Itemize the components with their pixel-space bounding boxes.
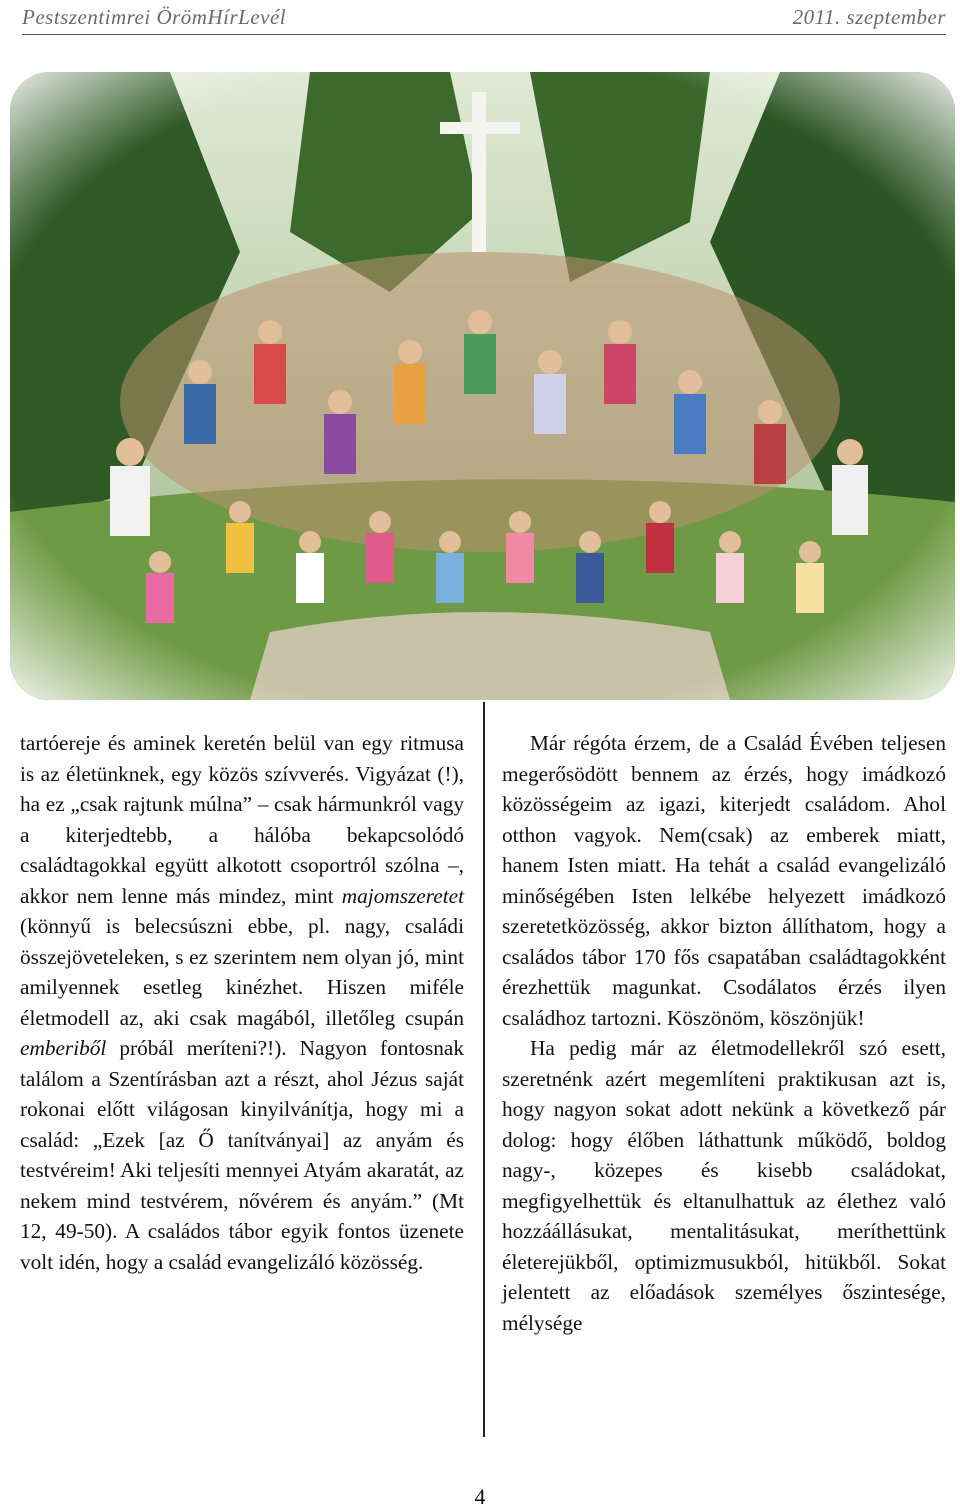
right-paragraph-1: Már régóta érzem, de a Család Évében teljesen megerősödött bennem az érzés, hogy imádkozó közösségeim az igazi, kiterjedt családom. Ahol otthon vagyok. Nem(csak) az emberek miatt, hanem Isten miatt. Ha tehát a család evangelizáló minőségében Isten lelkébe helyezett imádkozó szeretetközösség, akkor bizton állíthatom, hogy a családos tábor 170 fős csapatában családtagokként érezhettük magunkat. Csodálatos érzés ilyen családhoz tartozni. Köszönöm, köszönjük!	[502, 731, 946, 1030]
group-photo-icon	[10, 72, 955, 700]
running-header	[22, 0, 946, 35]
newsletter-title: Pestszentimrei ÖrömHírLevél	[22, 4, 287, 29]
left-paragraph	[20, 728, 464, 1277]
right-column	[502, 728, 946, 1338]
page-number: 4	[474, 1484, 486, 1509]
column-divider	[483, 702, 485, 1437]
right-paragraph-2: Ha pedig már az életmodellekről szó esett, szeretnénk azért megemlíteni praktikusan azt is, hogy nagyon sokat adott nekünk a következő pár dolog: hogy élőben láthattunk működő, boldog nagy-, közepes és kisebb családokat, megfigyelhettük és eltanulhattuk az élethez való hozzáállásukat, mentalitásukat, meríthettünk életerejükből, optimizmusukból, hitükből. Sokat jelentett az előadások személyes őszintesége, mélysége	[502, 1036, 946, 1335]
left-text-a: tartóereje és aminek keretén belül van egy ritmusa is az életünknek, egy közös szívverés. Vigyázat (!), ha ez „csak rajtunk múlna” – csak hármunkról vagy a kiterjedtebb, a hálóba bekapcsolódó családtagokkal együtt alkotott csoportról szólna –, akkor nem lenne más mindez, mint	[20, 731, 464, 908]
left-emphasis-2: emberiből	[20, 1036, 107, 1060]
left-emphasis-1: majomszeretet	[341, 883, 464, 908]
left-text-c: próbál meríteni?!). Nagyon fontosnak találom a Szentírásban azt a részt, ahol Jézus saját rokonai előtt világosan kinyilvánítja, hogy mi a család: „Ezek [az Ő tanítványai] az anyám és testvéreim! Aki teljesíti mennyei Atyám akaratát, az nekem mind testvérem, nővérem és anyám.” (Mt 12, 49-50). A családos tábor egyik fontos üzenete volt idén, hogy a család evangelizáló közösség.	[20, 1036, 464, 1274]
left-column	[20, 728, 464, 1277]
left-text-b: (könnyű is belecsúszni ebbe, pl. nagy, családi összejöveteleken, s ez szerintem nem olyan jó, mint amilyennek esetleg kinézhet. Hiszen miféle életmodell az, aki csak magából, illetőleg csupán	[20, 914, 464, 1030]
group-photo	[10, 72, 955, 700]
issue-date: 2011. szeptember	[792, 4, 946, 29]
